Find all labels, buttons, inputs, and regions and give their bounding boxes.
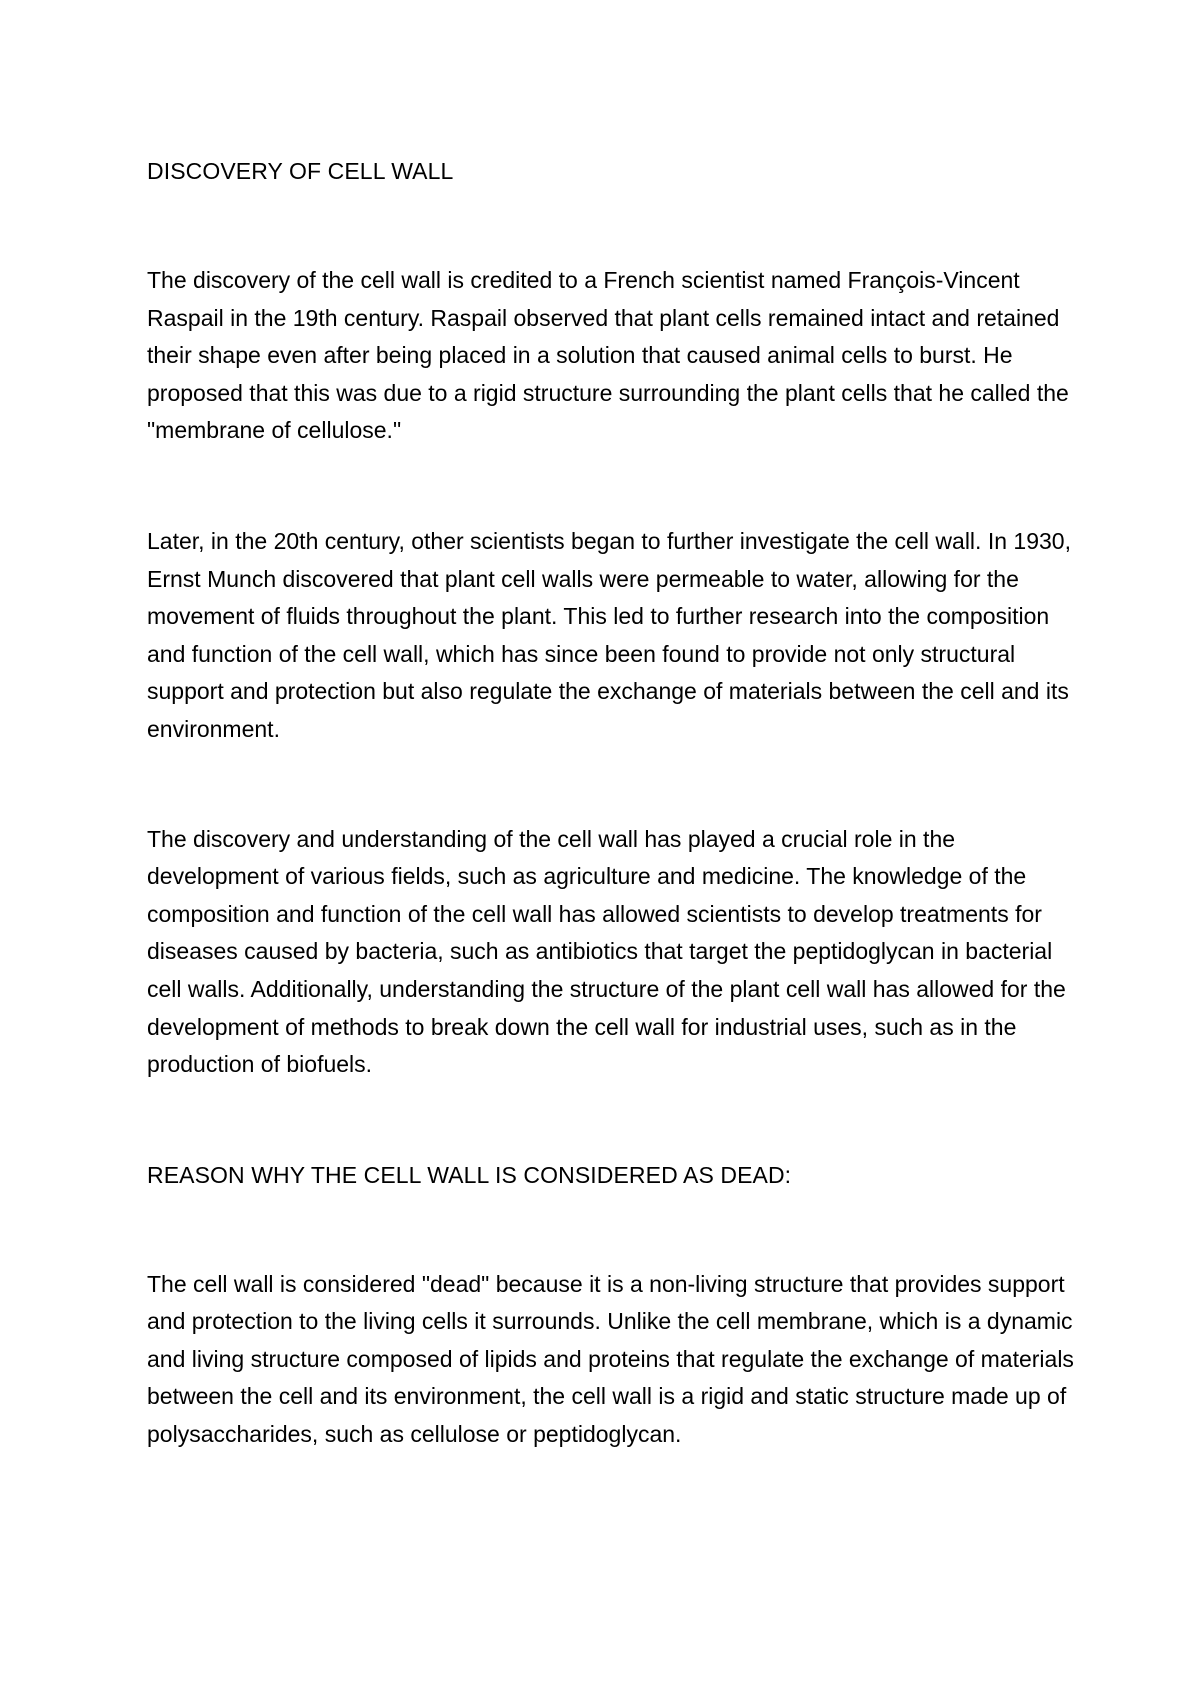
paragraph-raspail: The discovery of the cell wall is credited to a French scientist named François-Vincent Raspail in the 19th century. Raspail observed that plant cells remained intact and retained their shape even after being placed in a solution that caused animal cells to burst. He proposed that this was due to a rigid structure surrounding the plant cells that he called the "membrane of cellulose." xyxy=(147,267,1069,444)
paragraph-dead-structure: The cell wall is considered "dead" because it is a non-living structure that provides support and protection to the living cells it surrounds. Unlike the cell membrane, which is a dynamic and living structure composed of lipids and proteins that regulate the exchange of materials between the cell and its environment, the cell wall is a rigid and static structure made up of polysaccharides, such as cellulose or peptidoglycan. xyxy=(147,1270,1074,1448)
section-heading-dead-reason: REASON WHY THE CELL WALL IS CONSIDERED AS DEAD: xyxy=(147,1161,792,1188)
document-body xyxy=(147,152,1077,1454)
paragraph-twentieth-century: Later, in the 20th century, other scientists began to further investigate the cell wall. In 1930, Ernst Munch discovered that plant cell walls were permeable to water, allowing for the movement of fluids throughout the plant. This led to further research into the composition and function of the cell wall, which has since been found to provide not only structural support and protection but also regulate the exchange of materials between the cell and its environment. xyxy=(147,527,1071,742)
section-heading-discovery: DISCOVERY OF CELL WALL xyxy=(147,158,454,184)
paragraph-applications: The discovery and understanding of the cell wall has played a crucial role in the development of various fields, such as agriculture and medicine. The knowledge of the composition and function of the cell wall has allowed scientists to develop treatments for diseases caused by bacteria, such as antibiotics that target the peptidoglycan in bacterial cell walls. Additionally, understanding the structure of the plant cell wall has allowed for the development of methods to break down the cell wall for industrial uses, such as in the production of biofuels. xyxy=(147,825,1066,1078)
